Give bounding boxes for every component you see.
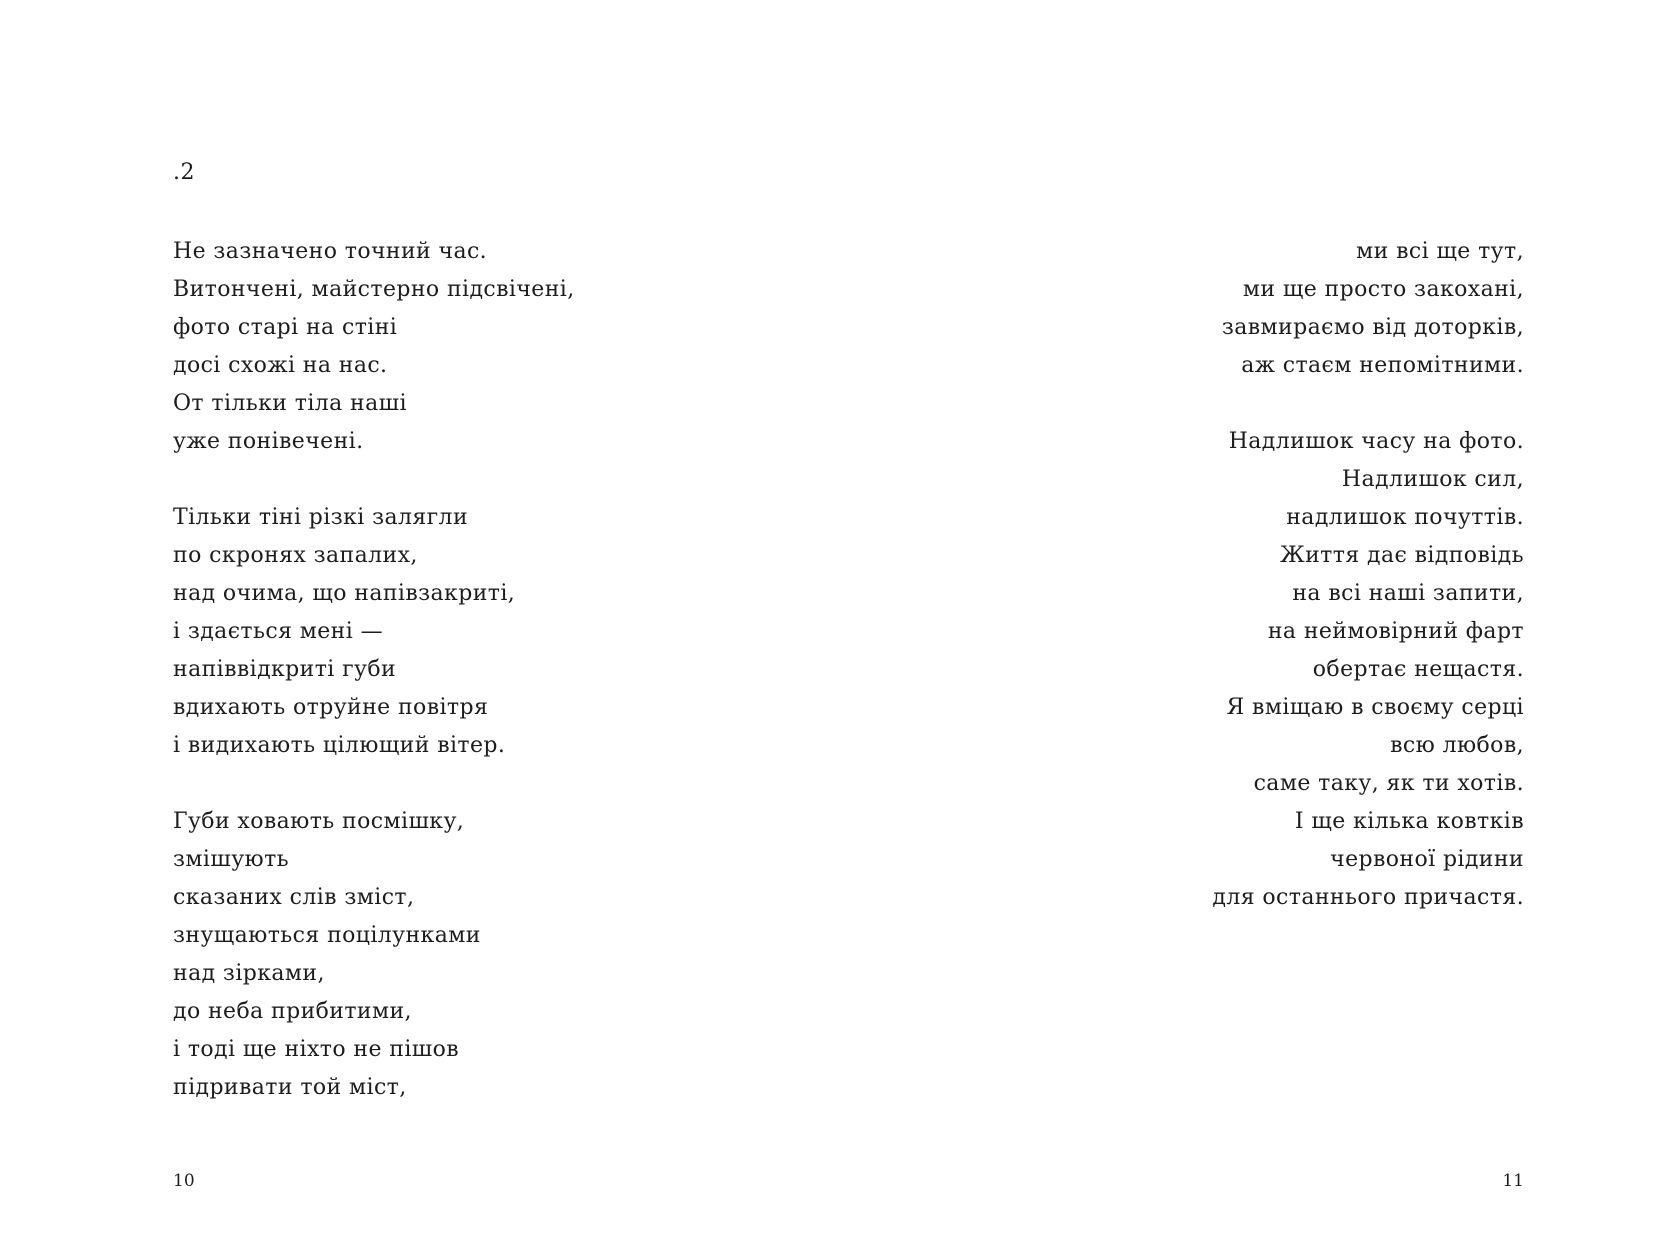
section-number: .2 [173, 160, 195, 185]
poem-line: ми всі ще тут, [1356, 239, 1524, 264]
poem-line: напіввідкриті губи [173, 657, 397, 682]
stanza [173, 233, 575, 461]
poem-line: і тоді ще ніхто не пішов [173, 1037, 460, 1062]
poem-line: Надлишок сил, [1341, 467, 1524, 492]
poem-line: для останнього причастя. [1212, 885, 1524, 910]
poem-line: і видихають цілющий вітер. [173, 733, 506, 758]
poem-line: вдихають отруйне повітря [173, 695, 489, 720]
right-page [827, 0, 1654, 1241]
poem-line: Життя дає відповідь [1280, 543, 1524, 568]
poem-line: ми ще просто закохані, [1242, 277, 1524, 302]
poem-line: Надлишок часу на фото. [1228, 429, 1524, 454]
poem-line: От тільки тіла наші [173, 391, 407, 416]
poem-line: фото старі на стіні [173, 315, 398, 340]
poem-line: уже понівечені. [173, 429, 364, 454]
poem-left-column [173, 233, 575, 1107]
stanza [173, 803, 575, 1107]
poem-line: і здається мені — [173, 619, 383, 644]
page-number-left: 10 [173, 1171, 195, 1191]
poem-line: над зірками, [173, 961, 325, 986]
poem-line: Я вміщаю в своєму серці [1226, 695, 1524, 720]
poem-line: по скронях запалих, [173, 543, 418, 568]
stanza [173, 499, 575, 765]
poem-line: Тільки тіні різкі залягли [173, 505, 469, 530]
poem-line: завмираємо від доторків, [1221, 315, 1524, 340]
poem-line: на неймовірний фарт [1267, 619, 1524, 644]
poem-line: знущаються поцілунками [173, 923, 481, 948]
poem-line: обертає нещастя. [1312, 657, 1524, 682]
page-number-right: 11 [1502, 1171, 1524, 1191]
poem-line: І ще кілька ковтків [1294, 809, 1524, 834]
poem-line: Не зазначено точний час. [173, 239, 488, 264]
poem-line: Губи ховають посмішку, [173, 809, 465, 834]
poem-line: сказаних слів зміст, [173, 885, 415, 910]
poem-line: підривати той міст, [173, 1075, 407, 1100]
poem-line: на всі наші запити, [1292, 581, 1524, 606]
poem-line: Витончені, майстерно підсвічені, [173, 277, 575, 302]
poem-line: всю любов, [1390, 733, 1524, 758]
poem-line: саме таку, як ти хотів. [1253, 771, 1524, 796]
poem-line: надлишок почуттів. [1286, 505, 1524, 530]
poem-line: аж стаєм непомітними. [1241, 353, 1524, 378]
poem-right-column [1212, 233, 1524, 917]
poem-line: над очима, що напівзакриті, [173, 581, 516, 606]
poem-line: досі схожі на нас. [173, 353, 388, 378]
poem-line: червоної рідини [1330, 847, 1524, 872]
stanza [1212, 233, 1524, 385]
stanza [1212, 423, 1524, 917]
poem-line: до неба прибитими, [173, 999, 412, 1024]
poem-line: змішують [173, 847, 290, 872]
